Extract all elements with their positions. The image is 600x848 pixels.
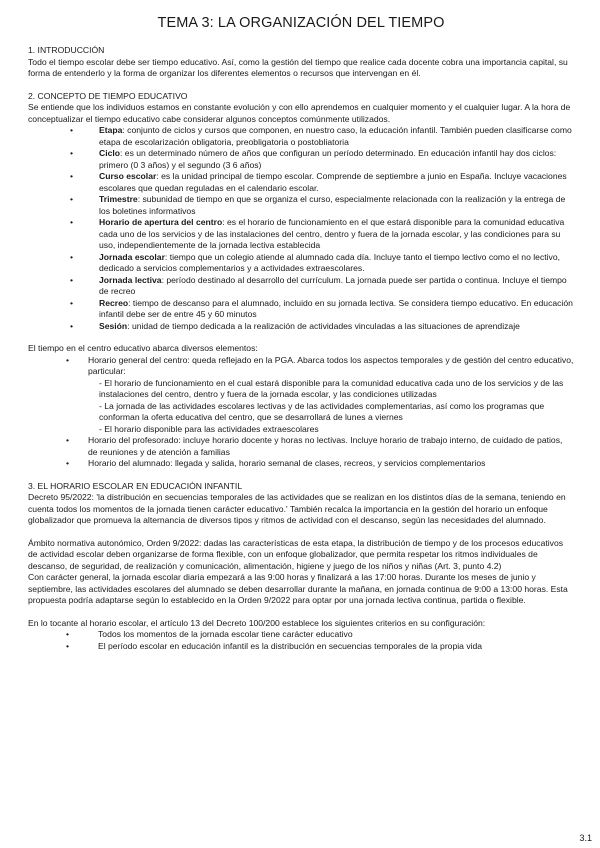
- term: Curso escolar: [99, 171, 157, 181]
- list-item: [58, 252, 574, 275]
- section-heading: 2. CONCEPTO DE TIEMPO EDUCATIVO: [28, 90, 188, 101]
- sub-item: - La jornada de las actividades escolares lectivas y de las actividades complementarias, así como los programas que conforman la oferta educativa del centro, que se desarrollará de lunes a viernes: [99, 400, 545, 422]
- list-item: [58, 217, 574, 252]
- term: Jornada lectiva: [99, 274, 162, 285]
- bullet-icon: •: [70, 194, 74, 204]
- item-text: Horario del profesorado: incluye horario docente y horas no lectivas. Incluye horario de trabajo interno, de cuidado de patios, de reuniones y de atención a familias: [88, 435, 563, 457]
- item-text: Horario del alumnado: llegada y salida, horario semanal de clases, recreos, y servicios complementarios: [88, 458, 486, 468]
- bullet-icon: •: [70, 320, 74, 331]
- page-title: TEMA 3: LA ORGANIZACIÓN DEL TIEMPO: [157, 15, 445, 31]
- elements-list: [28, 355, 574, 378]
- bullet-icon: •: [70, 274, 74, 285]
- definition: : unidad de tiempo dedicada a la realización de actividades vinculadas a las situaciones de aprendizaje: [127, 320, 520, 331]
- list-item: [28, 641, 574, 653]
- list-item: [28, 629, 574, 641]
- paragraph: Todo el tiempo escolar debe ser tiempo educativo. Así, como la gestión del tiempo que realice cada docente cobra una importancia capital, su forma de entenderlo y la forma de organizar los diferentes elementos o recursos que intervengan en él.: [28, 56, 568, 78]
- section-heading: 3. EL HORARIO ESCOLAR EN EDUCACIÓN INFANTIL: [28, 480, 243, 491]
- bullet-icon: •: [66, 640, 70, 651]
- list-item: [58, 171, 574, 194]
- paragraph: En lo tocante al horario escolar, el artículo 13 del Decreto 100/200 establece los siguientes criterios en su configuración:: [28, 617, 486, 628]
- paragraph: Con carácter general, la jornada escolar diaria empezará a las 9:00 horas y finalizará a las 17:00 horas. Durante los meses de junio y septiembre, las actividades escolares del alumnado se deben desarrollar durante la mañana, en jornada continua de 9:00 a 13:00 horas. Esta propuesta podría adaptarse según lo establecido en la Orden 9/2022 para optar por una jornada lectiva continua, partida o flexible.: [28, 572, 568, 605]
- bullet-icon: •: [66, 629, 70, 639]
- bullet-icon: •: [70, 217, 74, 227]
- paragraph: Se entiende que los individuos estamos en constante evolución y con ello aprendemos en cualquier momento y el cualquier lugar. A la hora de conceptualizar el tiempo educativo cabe considerar algunos conceptos comúnmente utilizados.: [28, 102, 571, 124]
- paragraph: El tiempo en el centro educativo abarca diversos elementos:: [28, 343, 258, 353]
- term: Horario de apertura del centro: [99, 217, 223, 227]
- section-horario-escolar: [28, 481, 574, 653]
- list-item: [58, 125, 574, 148]
- item-text: Horario general del centro: queda reflejado en la PGA. Abarca todos los aspectos temporales y de gestión del centro educativo, particular:: [88, 354, 574, 376]
- list-item: [58, 148, 574, 171]
- term: Ciclo: [99, 148, 121, 158]
- elements-list-continued: [28, 435, 574, 470]
- definition: : es un determinado número de años que configuran un período determinado. En educación infantil hay dos ciclos: primero (0 3 años) y el segundo (3 6 años): [99, 148, 557, 170]
- list-item: [58, 458, 574, 470]
- page-number: 3.1: [579, 832, 592, 843]
- term: Sesión: [99, 320, 128, 331]
- bullet-icon: •: [70, 148, 74, 158]
- concept-list: [28, 125, 574, 332]
- criteria-list: [28, 629, 574, 652]
- term: Trimestre: [99, 194, 138, 204]
- list-item: [58, 298, 574, 321]
- definition: : período destinado al desarrollo del currículum. La jornada puede ser partida o continua. Incluye el tiempo de recreo: [99, 274, 567, 296]
- section-heading: 1. INTRODUCCIÓN: [28, 45, 105, 55]
- definition: : tiempo que un colegio atiende al alumnado cada día. Incluye tanto el tiempo lectivo como el no lectivo, dedicado a servicios complementarios y a actividades extraescolares.: [99, 251, 560, 273]
- list-item: [58, 275, 574, 298]
- definition: : es la unidad principal de tiempo escolar. Comprende de septiembre a junio en España. Incluye vacaciones escolares que quedan reguladas en el calendario escolar.: [99, 171, 567, 193]
- bullet-icon: •: [70, 297, 74, 308]
- bullet-icon: •: [70, 171, 74, 181]
- bullet-icon: •: [66, 458, 70, 468]
- bullet-icon: •: [70, 251, 74, 262]
- item-text: El período escolar en educación infantil es la distribución en secuencias temporales de la propia vida: [98, 640, 483, 651]
- definition: : conjunto de ciclos y cursos que componen, en nuestro caso, la educación infantil. También pueden clasificarse como etapa de escolarización obligatoria, preobligatoria o postobliatoria: [99, 125, 572, 147]
- definition: : es el horario de funcionamiento en el que estará disponible para la comunidad educativa cada uno de los servicios y de las instalaciones del centro, dentro y fuera de la jornada escolar, y las condiciones para su uso, independientemente de la jornada lectiva establecida: [99, 217, 565, 250]
- list-item: [58, 194, 574, 217]
- definition: : tiempo de descanso para el alumnado, incluido en su jornada lectiva. Se considera tiempo educativo. En educación infantil debe ser de entre 45 y 60 minutos: [99, 297, 573, 319]
- bullet-icon: •: [66, 354, 70, 365]
- list-item: [58, 355, 574, 378]
- section-introduccion: [28, 45, 574, 80]
- list-item: [58, 321, 574, 333]
- bullet-icon: •: [70, 125, 74, 135]
- bullet-icon: •: [66, 435, 70, 445]
- term: Jornada escolar: [99, 251, 165, 262]
- sub-item: - El horario disponible para las actividades extraescolares: [99, 423, 319, 434]
- term: Etapa: [99, 125, 123, 135]
- paragraph: Decreto 95/2022: 'la distribución en secuencias temporales de las actividades que se realizan en los distintos días de la semana, teniendo en cuenta todos los momentos de la jornada tienen carácter educativo.' También recalca la importancia en la gestión del horario un enfoque globalizador que promueva la alternancia de diversos tipos y ritmos de actividad con el descanso, según las necesidades del alumnado.: [28, 492, 566, 525]
- paragraph: Ámbito normativa autonómico, Orden 9/2022: dadas las características de esta etapa, la distribución de tiempo y de los procesos educativos de actividad escolar deben organizarse de forma flexible, con un enfoque globalizador, que permita respetar los ritmos individuales de descanso, de seguridad, de realización y comunicación, alimentación, higiene y juego de los niños y niñas (Art. 3, punto 4.2): [28, 537, 564, 571]
- item-text: Todos los momentos de la jornada escolar tiene carácter educativo: [98, 629, 353, 639]
- list-item: [58, 435, 574, 458]
- sub-item: - El horario de funcionamiento en el cual estará disponible para la comunidad educativa cada uno de los servicios y de las instalaciones del centro, dentro y fuera de la jornada escolar, y las condiciones utilizadas: [99, 377, 564, 399]
- document-page: [28, 14, 574, 652]
- definition: : subunidad de tiempo en que se organiza el curso, especialmente relacionada con la realización y la entrega de los boletines informativos: [99, 194, 566, 216]
- section-concepto: [28, 91, 574, 470]
- term: Recreo: [99, 297, 129, 308]
